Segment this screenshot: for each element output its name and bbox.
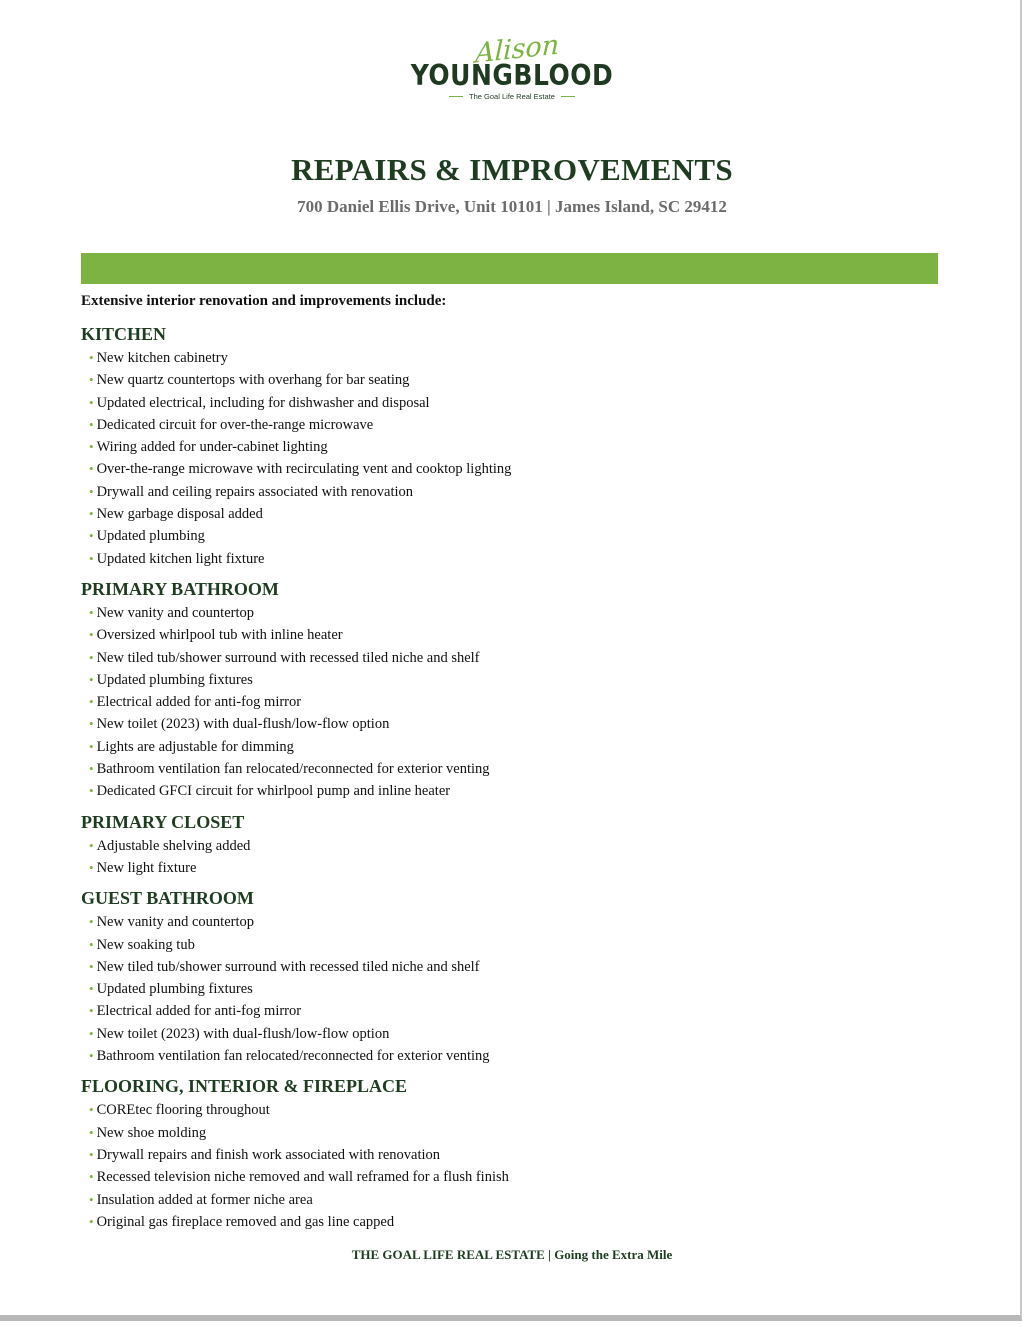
bullet-icon: • xyxy=(89,649,94,665)
list-item xyxy=(81,934,941,956)
bullet-icon: • xyxy=(89,506,94,522)
list-item-text: Dedicated GFCI circuit for whirlpool pump and inline heater xyxy=(96,783,451,800)
list-item xyxy=(81,503,941,525)
list-item xyxy=(81,1166,941,1188)
item-list xyxy=(81,602,941,803)
list-item-text: Updated plumbing fixtures xyxy=(96,671,253,688)
bullet-icon: • xyxy=(89,627,94,643)
bullet-icon: • xyxy=(89,761,94,777)
logo-tagline-row xyxy=(0,92,1024,101)
list-item xyxy=(81,525,941,547)
bullet-icon: • xyxy=(89,416,94,432)
logo-tagline: The Goal Life Real Estate xyxy=(469,92,555,101)
logo-line-right xyxy=(561,96,575,97)
intro-text: Extensive interior renovation and improvements include: xyxy=(81,293,447,309)
list-item-text: COREtec flooring throughout xyxy=(96,1102,270,1119)
list-item-text: New shoe molding xyxy=(96,1124,207,1141)
list-item-text: New tiled tub/shower surround with recessed tiled niche and shelf xyxy=(96,958,480,975)
section-heading: FLOORING, INTERIOR & FIREPLACE xyxy=(81,1076,408,1097)
list-item-text: Recessed television niche removed and wall reframed for a flush finish xyxy=(96,1169,509,1186)
bullet-icon: • xyxy=(89,958,94,974)
bullet-icon: • xyxy=(89,694,94,710)
list-item-text: New soaking tub xyxy=(96,936,195,953)
bullet-icon: • xyxy=(89,914,94,930)
list-item-text: Over-the-range microwave with recirculating vent and cooktop lighting xyxy=(96,461,512,478)
bullet-icon: • xyxy=(89,981,94,997)
list-item-text: New quartz countertops with overhang for bar seating xyxy=(96,372,410,389)
list-item-text: Drywall repairs and finish work associated with renovation xyxy=(96,1146,441,1163)
bullet-icon: • xyxy=(89,1169,94,1185)
list-item-text: Electrical added for anti-fog mirror xyxy=(96,694,302,711)
list-item xyxy=(81,602,941,624)
bullet-icon: • xyxy=(89,837,94,853)
list-item-text: Oversized whirlpool tub with inline heater xyxy=(96,627,343,644)
list-item xyxy=(81,1144,941,1166)
list-item xyxy=(81,1211,941,1233)
section xyxy=(81,886,941,1067)
list-item-text: Electrical added for anti-fog mirror xyxy=(96,1003,302,1020)
item-list xyxy=(81,911,941,1067)
list-item xyxy=(81,347,941,369)
list-item-text: New toilet (2023) with dual-flush/low-flow option xyxy=(96,1025,390,1042)
list-item xyxy=(81,780,941,802)
section-heading: GUEST BATHROOM xyxy=(81,888,254,909)
section-heading: PRIMARY BATHROOM xyxy=(81,578,279,599)
list-item-text: New kitchen cabinetry xyxy=(96,350,228,366)
list-item xyxy=(81,1122,941,1144)
list-item xyxy=(81,624,941,646)
bullet-icon: • xyxy=(89,1003,94,1019)
list-item xyxy=(81,414,941,436)
logo xyxy=(0,29,1024,101)
bullet-icon: • xyxy=(89,550,94,566)
bullet-icon: • xyxy=(89,439,94,455)
green-divider-bar xyxy=(81,253,938,284)
page-title: REPAIRS & IMPROVEMENTS xyxy=(291,152,733,187)
section xyxy=(81,810,941,880)
bullet-icon: • xyxy=(89,783,94,799)
list-item xyxy=(81,857,941,879)
list-item-text: Insulation added at former niche area xyxy=(96,1191,313,1208)
list-item xyxy=(81,911,941,933)
list-item xyxy=(81,458,941,480)
list-item-text: Lights are adjustable for dimming xyxy=(96,738,294,755)
bullet-icon: • xyxy=(89,528,94,544)
list-item xyxy=(81,1000,941,1022)
bullet-icon: • xyxy=(89,1146,94,1162)
list-item xyxy=(81,1189,941,1211)
list-item-text: Updated electrical, including for dishwasher and disposal xyxy=(96,394,430,411)
property-address: 700 Daniel Ellis Drive, Unit 10101 | James Island, SC 29412 xyxy=(297,197,727,216)
list-item xyxy=(81,713,941,735)
bullet-icon: • xyxy=(89,1048,94,1064)
list-item-text: New garbage disposal added xyxy=(96,506,263,523)
list-item-text: Bathroom ventilation fan relocated/reconnected for exterior venting xyxy=(96,761,490,778)
list-item xyxy=(81,736,941,758)
list-item xyxy=(81,369,941,391)
bullet-icon: • xyxy=(89,1025,94,1041)
bullet-icon: • xyxy=(89,716,94,732)
bullet-icon: • xyxy=(89,372,94,388)
list-item-text: New toilet (2023) with dual-flush/low-flow option xyxy=(96,716,390,733)
list-item-text: Original gas fireplace removed and gas line capped xyxy=(96,1213,395,1230)
bullet-icon: • xyxy=(89,604,94,620)
list-item-text: Adjustable shelving added xyxy=(96,837,251,854)
list-item-text: Updated plumbing fixtures xyxy=(96,981,253,998)
bullet-icon: • xyxy=(89,1124,94,1140)
bullet-icon: • xyxy=(89,936,94,952)
section xyxy=(81,1074,941,1233)
list-item-text: Dedicated circuit for over-the-range microwave xyxy=(96,416,374,433)
list-item-text: New vanity and countertop xyxy=(96,914,255,931)
list-item xyxy=(81,481,941,503)
item-list xyxy=(81,1099,941,1233)
section xyxy=(81,322,941,570)
bullet-icon: • xyxy=(89,394,94,410)
list-item xyxy=(81,1045,941,1067)
list-item-text: New vanity and countertop xyxy=(96,604,255,621)
bullet-icon: • xyxy=(89,671,94,687)
list-item xyxy=(81,691,941,713)
list-item xyxy=(81,669,941,691)
logo-line-left xyxy=(449,96,463,97)
sections-container xyxy=(81,322,941,1240)
list-item xyxy=(81,647,941,669)
list-item-text: Updated kitchen light fixture xyxy=(96,550,265,567)
list-item xyxy=(81,978,941,1000)
bullet-icon: • xyxy=(89,350,94,365)
bullet-icon: • xyxy=(89,1213,94,1229)
logo-main: YOUNGBLOOD xyxy=(410,58,614,93)
logo-script: Alison xyxy=(474,29,560,70)
footer: THE GOAL LIFE REAL ESTATE | Going the Extra Mile xyxy=(351,1247,673,1262)
list-item-text: Updated plumbing xyxy=(96,528,205,545)
list-item-text: Bathroom ventilation fan relocated/reconnected for exterior venting xyxy=(96,1048,490,1065)
list-item xyxy=(81,436,941,458)
bullet-icon: • xyxy=(89,1191,94,1207)
list-item xyxy=(81,392,941,414)
bullet-icon: • xyxy=(89,483,94,499)
list-item xyxy=(81,956,941,978)
list-item-text: New tiled tub/shower surround with recessed tiled niche and shelf xyxy=(96,649,480,666)
list-item xyxy=(81,758,941,780)
bullet-icon: • xyxy=(89,859,94,875)
list-item-text: New light fixture xyxy=(96,859,197,876)
list-item xyxy=(81,1099,941,1121)
bullet-icon: • xyxy=(89,461,94,477)
section-heading: PRIMARY CLOSET xyxy=(81,811,245,832)
bullet-icon: • xyxy=(89,738,94,754)
section-heading: KITCHEN xyxy=(81,324,167,344)
list-item-text: Drywall and ceiling repairs associated with renovation xyxy=(96,483,414,500)
item-list xyxy=(81,835,941,880)
list-item xyxy=(81,835,941,857)
list-item xyxy=(81,548,941,570)
item-list xyxy=(81,347,941,570)
list-item xyxy=(81,1023,941,1045)
list-item-text: Wiring added for under-cabinet lighting xyxy=(96,439,328,456)
bullet-icon: • xyxy=(89,1102,94,1118)
section xyxy=(81,577,941,803)
